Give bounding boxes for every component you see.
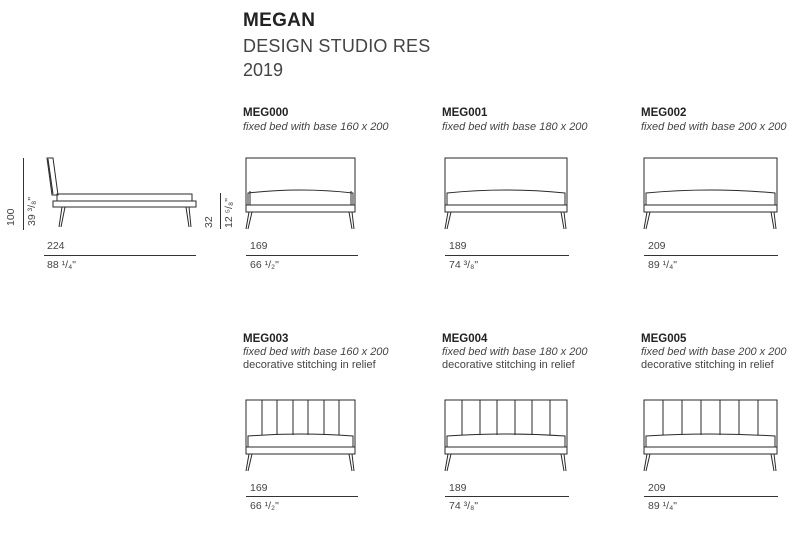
frame-height-in: 12 ⁵/₈" bbox=[223, 198, 235, 228]
width-mm: 169 bbox=[250, 482, 268, 494]
model-description: fixed bed with base 160 x 200 bbox=[243, 346, 389, 358]
side-height-mm: 100 bbox=[5, 208, 17, 226]
width-dimension-line bbox=[246, 255, 358, 256]
side-length-dimension-line bbox=[44, 255, 196, 256]
width-mm: 189 bbox=[449, 482, 467, 494]
width-dimension-line bbox=[644, 496, 778, 497]
width-dimension-line bbox=[445, 255, 569, 256]
bed-front-view-drawing bbox=[641, 157, 781, 231]
model-note: decorative stitching in relief bbox=[641, 359, 774, 371]
bed-front-view-stitched-drawing bbox=[243, 398, 361, 472]
model-description: fixed bed with base 200 x 200 bbox=[641, 346, 787, 358]
width-in: 89 ¹/₄" bbox=[648, 500, 678, 512]
bed-front-view-drawing bbox=[442, 157, 574, 231]
model-description: fixed bed with base 180 x 200 bbox=[442, 121, 588, 133]
model-code: MEG002 bbox=[641, 107, 687, 119]
frame-height-mm: 32 bbox=[203, 216, 215, 228]
width-dimension-line bbox=[644, 255, 778, 256]
model-note: decorative stitching in relief bbox=[442, 359, 575, 371]
design-year: 2019 bbox=[243, 60, 284, 80]
model-code: MEG005 bbox=[641, 333, 687, 345]
bed-front-view-stitched-drawing bbox=[641, 398, 781, 472]
width-mm: 189 bbox=[449, 240, 467, 252]
width-in: 66 ¹/₂" bbox=[250, 500, 279, 512]
model-code: MEG000 bbox=[243, 107, 289, 119]
model-description: fixed bed with base 200 x 200 bbox=[641, 121, 787, 133]
bed-side-view-drawing bbox=[44, 157, 199, 229]
width-in: 66 ¹/₂" bbox=[250, 259, 279, 271]
width-mm: 169 bbox=[250, 240, 268, 252]
designer-name: DESIGN STUDIO RES bbox=[243, 36, 431, 56]
side-length-mm: 224 bbox=[47, 240, 65, 252]
width-mm: 209 bbox=[648, 240, 666, 252]
side-length-in: 88 ¹/₄" bbox=[47, 259, 77, 271]
model-description: fixed bed with base 160 x 200 bbox=[243, 121, 389, 133]
width-mm: 209 bbox=[648, 482, 666, 494]
frame-height-dimension-line bbox=[220, 193, 221, 229]
model-description: fixed bed with base 180 x 200 bbox=[442, 346, 588, 358]
product-name: MEGAN bbox=[243, 10, 316, 31]
model-note: decorative stitching in relief bbox=[243, 359, 376, 371]
bed-front-view-drawing bbox=[243, 157, 361, 231]
width-in: 74 ³/₈" bbox=[449, 259, 479, 271]
side-height-dimension-line bbox=[23, 158, 24, 230]
model-code: MEG004 bbox=[442, 333, 488, 345]
model-code: MEG003 bbox=[243, 333, 289, 345]
width-in: 89 ¹/₄" bbox=[648, 259, 678, 271]
width-in: 74 ³/₈" bbox=[449, 500, 479, 512]
model-code: MEG001 bbox=[442, 107, 488, 119]
width-dimension-line bbox=[445, 496, 569, 497]
width-dimension-line bbox=[246, 496, 358, 497]
side-height-in: 39 ³/₈" bbox=[26, 196, 38, 226]
bed-front-view-stitched-drawing bbox=[442, 398, 574, 472]
